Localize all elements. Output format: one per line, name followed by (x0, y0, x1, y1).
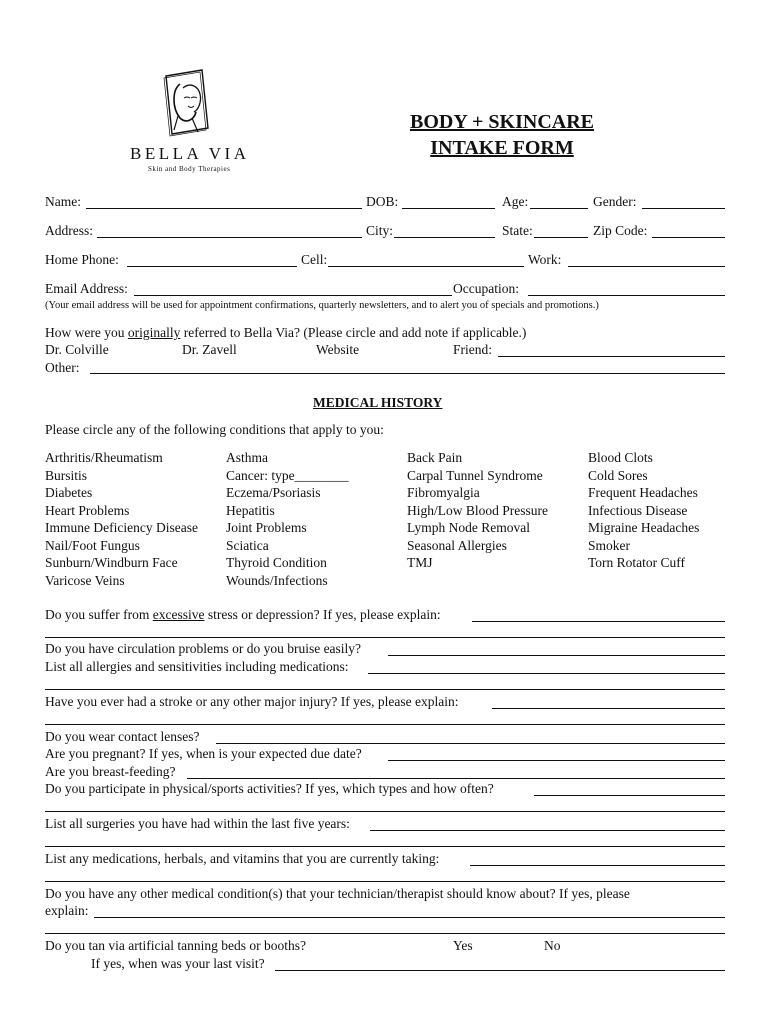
breastfeeding-question: Are you breast-feeding? (45, 764, 176, 779)
condition-item[interactable]: Wounds/Infections (226, 572, 328, 588)
condition-item[interactable]: Nail/Foot Fungus (45, 537, 140, 553)
city-field[interactable] (394, 237, 495, 238)
email-note: (Your email address will be used for appointment confirmations, quarterly newsletters, and to alert you of specials and promotions.) (45, 300, 599, 311)
name-label: Name: (45, 194, 81, 209)
logo-face-icon (128, 68, 268, 148)
other-conditions-answer-field-2[interactable] (45, 933, 725, 934)
condition-item[interactable]: Arthritis/Rheumatism (45, 450, 163, 465)
logo (128, 68, 268, 176)
dob-label: DOB: (366, 194, 399, 209)
stress-prefix: Do you suffer from (45, 607, 153, 622)
stress-answer-field-2[interactable] (45, 637, 725, 638)
form-title-line2: INTAKE FORM (430, 137, 574, 159)
gender-field[interactable] (642, 208, 725, 209)
condition-item[interactable]: Asthma (226, 450, 268, 465)
referral-option-website[interactable]: Website (316, 342, 360, 357)
condition-item[interactable]: Infectious Disease (588, 502, 688, 518)
home-phone-field[interactable] (127, 266, 297, 267)
medications-answer-field[interactable] (470, 865, 725, 866)
address-label: Address: (45, 223, 93, 238)
gender-label: Gender: (593, 194, 637, 209)
condition-item[interactable]: Cancer: type________ (226, 467, 349, 483)
medications-question: List any medications, herbals, and vitamins that you are currently taking: (45, 851, 440, 866)
state-label: State: (502, 223, 533, 238)
referral-question (45, 325, 526, 341)
surgeries-question: List all surgeries you have had within the last five years: (45, 816, 350, 831)
condition-item[interactable]: High/Low Blood Pressure (407, 502, 548, 518)
allergies-question: List all allergies and sensitivities including medications: (45, 659, 349, 674)
last-visit-answer-field[interactable] (275, 970, 725, 971)
stress-answer-field[interactable] (472, 621, 725, 622)
condition-item[interactable]: Hepatitis (226, 502, 275, 518)
condition-item[interactable]: Heart Problems (45, 502, 130, 518)
condition-item[interactable]: Varicose Veins (45, 572, 125, 588)
breastfeeding-answer-field[interactable] (187, 778, 725, 779)
last-visit-question: If yes, when was your last visit? (91, 956, 265, 971)
age-label: Age: (502, 194, 529, 209)
pregnant-answer-field[interactable] (388, 760, 725, 761)
work-field[interactable] (568, 266, 725, 267)
physical-question: Do you participate in physical/sports activities? If yes, which types and how often? (45, 781, 494, 796)
physical-answer-field-2[interactable] (45, 811, 725, 812)
email-field[interactable] (134, 295, 452, 296)
condition-item[interactable]: Sunburn/Windburn Face (45, 555, 178, 570)
medical-instruction: Please circle any of the following conditions that apply to you: (45, 422, 384, 437)
condition-item[interactable]: Carpal Tunnel Syndrome (407, 467, 543, 483)
allergies-answer-field-2[interactable] (45, 689, 725, 690)
condition-item[interactable]: Diabetes (45, 485, 93, 500)
other-conditions-question: Do you have any other medical condition(s) that your technician/therapist should know about? If yes, please (45, 886, 630, 901)
surgeries-answer-field[interactable] (370, 830, 725, 831)
medications-answer-field-2[interactable] (45, 881, 725, 882)
tanning-yes-option[interactable]: Yes (453, 938, 473, 953)
conditions-column-4 (588, 449, 699, 572)
circulation-answer-field[interactable] (388, 655, 725, 656)
stroke-answer-field-2[interactable] (45, 724, 725, 725)
stroke-question: Have you ever had a stroke or any other major injury? If yes, please explain: (45, 694, 459, 709)
stress-emphasis: excessive (152, 607, 205, 622)
condition-item[interactable]: Blood Clots (588, 450, 653, 465)
condition-item[interactable]: Frequent Headaches (588, 485, 698, 500)
stress-question (45, 607, 441, 623)
conditions-column-2 (226, 449, 349, 589)
contacts-question: Do you wear contact lenses? (45, 729, 200, 744)
condition-item[interactable]: Eczema/Psoriasis (226, 485, 321, 500)
logo-name: BELLA VIA (130, 144, 250, 163)
stress-suffix: stress or depression? If yes, please explain: (204, 607, 441, 622)
referral-emphasis: originally (127, 325, 181, 340)
logo-tagline: Skin and Body Therapies (148, 165, 231, 173)
circulation-question: Do you have circulation problems or do you bruise easily? (45, 641, 362, 656)
cell-label: Cell: (301, 252, 328, 267)
email-label: Email Address: (45, 281, 128, 296)
condition-item[interactable]: Lymph Node Removal (407, 520, 530, 535)
state-field[interactable] (534, 237, 588, 238)
referral-suffix: referred to Bella Via? (Please circle and add note if applicable.) (180, 325, 527, 340)
explain-label: explain: (45, 903, 89, 918)
condition-item[interactable]: Seasonal Allergies (407, 537, 507, 553)
condition-item[interactable]: Joint Problems (226, 520, 307, 535)
pregnant-question: Are you pregnant? If yes, when is your expected due date? (45, 746, 362, 761)
form-title-line1: BODY + SKINCARE (409, 111, 594, 133)
condition-item[interactable]: Thyroid Condition (226, 555, 327, 570)
cell-field[interactable] (328, 266, 524, 267)
other-field[interactable] (90, 373, 725, 374)
other-conditions-answer-field[interactable] (94, 917, 725, 918)
condition-item[interactable]: Bursitis (45, 467, 88, 483)
condition-item[interactable]: Cold Sores (588, 467, 648, 483)
condition-item[interactable]: Migraine Headaches (588, 520, 700, 535)
condition-item[interactable]: Smoker (588, 537, 630, 553)
condition-item[interactable]: Fibromyalgia (407, 485, 480, 500)
stroke-answer-field[interactable] (492, 708, 725, 709)
referral-option-colville[interactable]: Dr. Colville (45, 342, 109, 357)
work-label: Work: (528, 252, 562, 267)
name-field[interactable] (86, 208, 362, 209)
allergies-answer-field[interactable] (368, 673, 725, 674)
physical-answer-field[interactable] (534, 795, 725, 796)
age-field[interactable] (530, 208, 588, 209)
tanning-question: Do you tan via artificial tanning beds or booths? (45, 938, 306, 953)
condition-item[interactable]: Immune Deficiency Disease (45, 520, 198, 535)
dob-field[interactable] (402, 208, 495, 209)
other-label: Other: (45, 360, 80, 375)
address-field[interactable] (97, 237, 362, 238)
medical-history-heading: MEDICAL HISTORY (313, 395, 443, 410)
tanning-no-option[interactable]: No (544, 938, 561, 953)
referral-option-zavell[interactable]: Dr. Zavell (182, 342, 237, 357)
zip-label: Zip Code: (593, 223, 648, 238)
condition-item[interactable]: Sciatica (226, 537, 269, 553)
condition-item[interactable]: TMJ (407, 555, 433, 570)
condition-item[interactable]: Back Pain (407, 450, 463, 465)
referral-prefix: How were you (45, 325, 128, 340)
surgeries-answer-field-2[interactable] (45, 846, 725, 847)
contacts-answer-field[interactable] (216, 743, 725, 744)
occupation-label: Occupation: (453, 281, 519, 296)
conditions-column-3 (407, 449, 548, 572)
home-phone-label: Home Phone: (45, 252, 119, 267)
condition-item[interactable]: Torn Rotator Cuff (588, 555, 686, 570)
friend-field[interactable] (498, 356, 725, 357)
city-label: City: (366, 223, 394, 238)
friend-label: Friend: (453, 342, 492, 357)
occupation-field[interactable] (528, 295, 725, 296)
conditions-column-1 (45, 449, 198, 589)
zip-field[interactable] (652, 237, 725, 238)
